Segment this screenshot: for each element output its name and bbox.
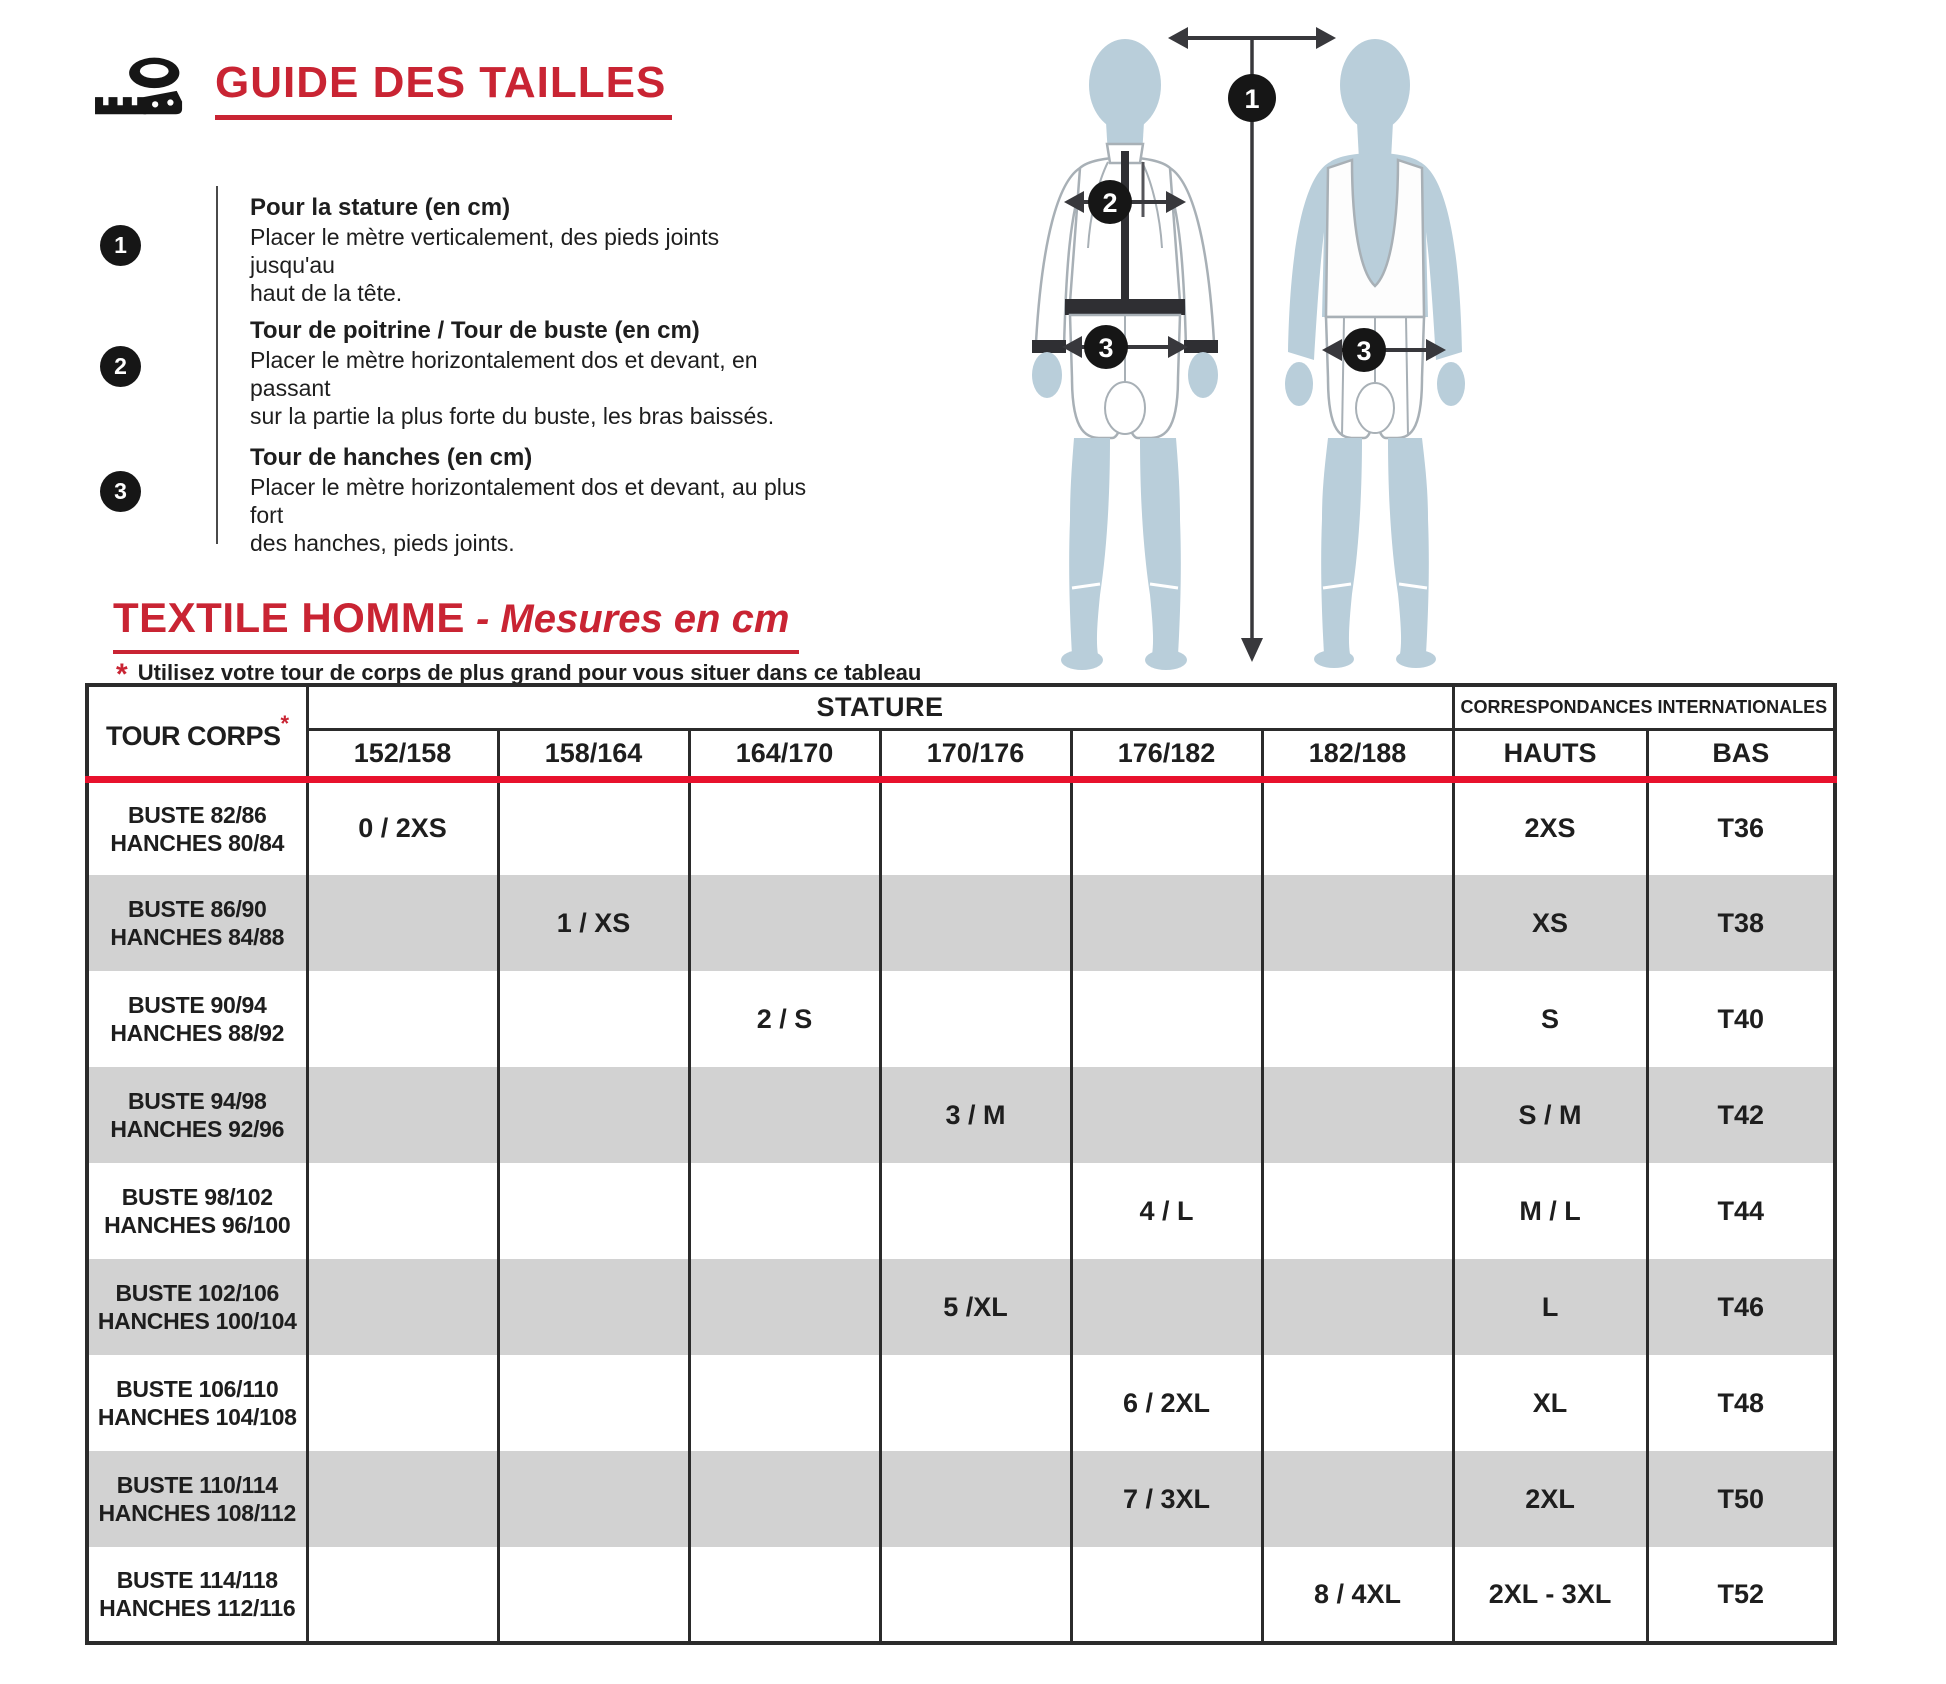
page-title: GUIDE DES TAILLES [215, 58, 672, 120]
body-measure-label: BUSTE 110/114 HANCHES 108/112 [87, 1451, 307, 1547]
size-cell [880, 1355, 1071, 1451]
instruction-text: sur la partie la plus forte du buste, les bras baissés. [250, 403, 775, 429]
size-cell [1071, 1259, 1262, 1355]
size-cell: 4 / L [1071, 1163, 1262, 1259]
size-cell [1262, 1355, 1453, 1451]
body-measure-label: BUSTE 90/94 HANCHES 88/92 [87, 971, 307, 1067]
bas-cell: T46 [1717, 1291, 1765, 1322]
size-cell [880, 1163, 1071, 1259]
size-cell [1071, 1547, 1262, 1643]
size-cell [498, 1451, 689, 1547]
bas-cell: T40 [1717, 1003, 1765, 1034]
size-cell [498, 779, 689, 875]
hauts-cell: 2XL - 3XL [1453, 1547, 1647, 1643]
corner-header-label: TOUR CORPS [105, 720, 281, 751]
hauts-cell: XL [1453, 1355, 1647, 1451]
bas-cell: T48 [1717, 1387, 1765, 1418]
instruction-title: Pour la stature (en cm) [250, 194, 511, 221]
size-cell [1262, 779, 1453, 875]
size-table [85, 683, 1837, 1645]
intl-group-header: CORRESPONDANCES INTERNATIONALES [1453, 685, 1835, 729]
size-cell [498, 1259, 689, 1355]
size-cell: 3 / M [880, 1067, 1071, 1163]
body-measure-label: BUSTE 82/86 HANCHES 80/84 [87, 779, 307, 875]
asterisk-icon: * [280, 710, 289, 736]
size-cell: 7 / 3XL [1071, 1451, 1262, 1547]
size-cell [689, 875, 880, 971]
bas-cell: T38 [1717, 907, 1765, 938]
stature-col-header: 176/182 [1071, 729, 1262, 779]
table-row [87, 1547, 1835, 1643]
size-cell [307, 971, 498, 1067]
corner-header [87, 685, 307, 779]
bas-cell: T42 [1717, 1099, 1765, 1130]
size-table-head [87, 685, 1835, 779]
hauts-cell: 2XL [1453, 1451, 1647, 1547]
size-cell: 2 / S [689, 971, 880, 1067]
step-1-badge: 1 [100, 225, 141, 266]
size-cell: 1 / XS [498, 875, 689, 971]
stature-col-header: 182/188 [1262, 729, 1453, 779]
size-cell [1071, 1067, 1262, 1163]
size-cell [689, 1163, 880, 1259]
size-cell [498, 1547, 689, 1643]
size-cell [880, 1547, 1071, 1643]
instruction-text: Placer le mètre horizontalement dos et devant, en passant [250, 347, 758, 401]
stature-group-header: STATURE [307, 685, 1453, 729]
size-cell [689, 1355, 880, 1451]
instructions-divider [216, 186, 218, 544]
size-cell [498, 1355, 689, 1451]
size-cell [1262, 1451, 1453, 1547]
instruction-text: des hanches, pieds joints. [250, 530, 515, 556]
hauts-cell: S [1453, 971, 1647, 1067]
body-measure-label: BUSTE 114/118 HANCHES 112/116 [87, 1547, 307, 1643]
section-title [113, 594, 799, 654]
stature-col-header: 170/176 [880, 729, 1071, 779]
instruction-text: Placer le mètre horizontalement dos et devant, au plus fort [250, 474, 807, 528]
size-cell: 6 / 2XL [1071, 1355, 1262, 1451]
size-cell [307, 1451, 498, 1547]
hauts-cell: S / M [1453, 1067, 1647, 1163]
size-cell [1262, 1259, 1453, 1355]
body-measure-label: BUSTE 106/110 HANCHES 104/108 [87, 1355, 307, 1451]
size-cell [1071, 779, 1262, 875]
section-title-sub: - Mesures en cm [464, 597, 790, 641]
instruction-stature [250, 193, 810, 307]
marker-1-label: 1 [1244, 84, 1260, 114]
size-cell [1071, 875, 1262, 971]
bas-cell: T44 [1717, 1195, 1765, 1226]
bas-cell: T52 [1717, 1578, 1765, 1609]
size-cell [498, 1163, 689, 1259]
step-2-badge: 2 [100, 346, 141, 387]
body-measure-label: BUSTE 86/90 HANCHES 84/88 [87, 875, 307, 971]
size-cell [1262, 971, 1453, 1067]
measurement-figures [1010, 10, 1530, 672]
instruction-hanches [250, 443, 810, 557]
stature-col-header: 158/164 [498, 729, 689, 779]
size-cell [307, 1355, 498, 1451]
instruction-poitrine [250, 316, 810, 430]
instruction-title: Tour de poitrine / Tour de buste (en cm) [250, 317, 700, 344]
size-cell [689, 1451, 880, 1547]
instruction-text: haut de la tête. [250, 280, 403, 306]
hauts-col-header: HAUTS [1453, 729, 1647, 779]
bas-cell: T50 [1717, 1483, 1765, 1514]
table-row [87, 1067, 1835, 1163]
size-cell [689, 1259, 880, 1355]
hauts-cell: 2XS [1453, 779, 1647, 875]
body-measure-label: BUSTE 94/98 HANCHES 92/96 [87, 1067, 307, 1163]
size-cell [498, 1067, 689, 1163]
stature-col-header: 152/158 [307, 729, 498, 779]
size-cell [307, 1259, 498, 1355]
bas-cell: T36 [1717, 813, 1765, 844]
size-cell [1071, 971, 1262, 1067]
size-cell [1262, 1067, 1453, 1163]
size-cell [880, 779, 1071, 875]
size-cell [498, 971, 689, 1067]
bas-col-header: BAS [1647, 729, 1835, 779]
marker-2-label: 2 [1102, 188, 1118, 218]
table-row [87, 1163, 1835, 1259]
size-cell [307, 1067, 498, 1163]
marker-3-back-label: 3 [1356, 336, 1372, 366]
size-cell [307, 875, 498, 971]
instruction-title: Tour de hanches (en cm) [250, 444, 533, 471]
table-row [87, 971, 1835, 1067]
size-cell [307, 1547, 498, 1643]
size-cell [689, 779, 880, 875]
hauts-cell: L [1453, 1259, 1647, 1355]
size-cell [880, 1451, 1071, 1547]
table-note-text: Utilisez votre tour de corps de plus grand pour vous situer dans ce tableau [137, 660, 922, 685]
tape-measure-icon [88, 46, 190, 116]
body-measure-label: BUSTE 98/102 HANCHES 96/100 [87, 1163, 307, 1259]
size-cell [689, 1547, 880, 1643]
size-table-body [87, 779, 1835, 1643]
size-cell [307, 1163, 498, 1259]
instruction-text: Placer le mètre verticalement, des pieds joints jusqu'au [250, 224, 720, 278]
section-title-main: TEXTILE HOMME [113, 594, 465, 641]
hauts-cell: XS [1453, 875, 1647, 971]
table-row [87, 1259, 1835, 1355]
table-row [87, 1355, 1835, 1451]
step-3-badge: 3 [100, 471, 141, 512]
body-measure-label: BUSTE 102/106 HANCHES 100/104 [87, 1259, 307, 1355]
size-cell [880, 875, 1071, 971]
size-cell [880, 971, 1071, 1067]
size-cell: 5 /XL [880, 1259, 1071, 1355]
size-cell [1262, 875, 1453, 971]
size-cell [1262, 1163, 1453, 1259]
table-row [87, 779, 1835, 875]
size-cell [689, 1067, 880, 1163]
size-cell: 8 / 4XL [1262, 1547, 1453, 1643]
asterisk-icon: * [116, 658, 128, 691]
marker-3-front-label: 3 [1098, 333, 1114, 363]
stature-col-header: 164/170 [689, 729, 880, 779]
table-row [87, 875, 1835, 971]
table-row [87, 1451, 1835, 1547]
size-cell: 0 / 2XS [307, 779, 498, 875]
hauts-cell: M / L [1453, 1163, 1647, 1259]
